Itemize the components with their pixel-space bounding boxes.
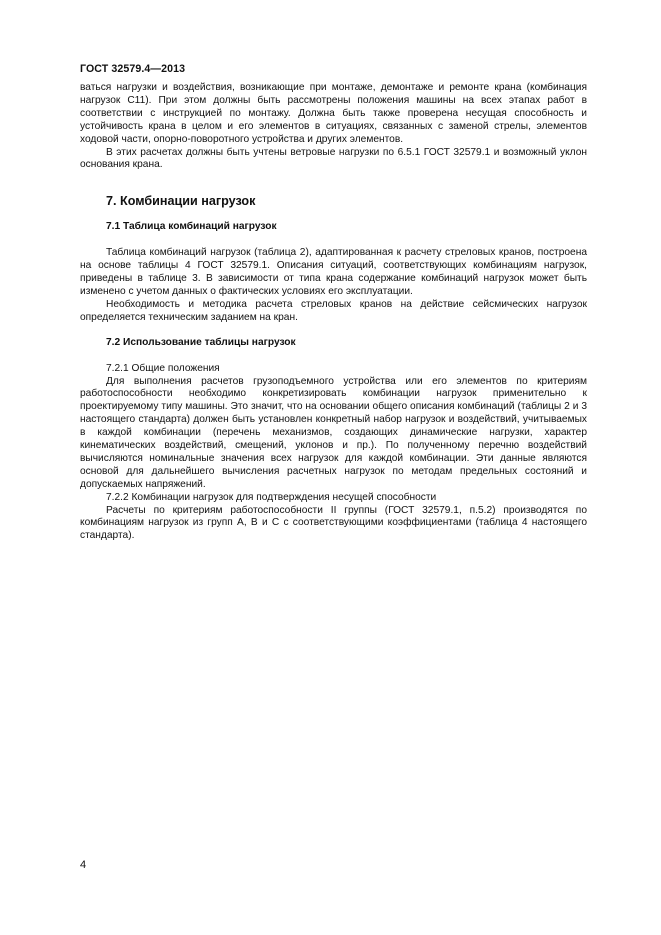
section-7-2-2-title: 7.2.2 Комбинации нагрузок для подтверждения несущей способности bbox=[106, 491, 437, 503]
section-7-1-paragraph-2: Необходимость и методика расчета стреловых кранов на действие сейсмических нагрузок определяется техническим заданием на кран. bbox=[80, 298, 587, 323]
intro-paragraph-1: ваться нагрузки и воздействия, возникающие при монтаже, демонтаже и ремонте крана (комбинация нагрузок С11). При этом должны быть рассмотрены положения машины на всех этапах работ в соответствии с инструкцией по монтажу. Должна быть также проверена несущая способность и устойчивость крана в целом и его элементов в ситуациях, связанных с заменой стрелы, элементов ходовой части, опорно-поворотного устройства и других элементов. bbox=[80, 82, 587, 145]
page-content bbox=[80, 82, 587, 543]
section-7-2-heading: 7.2 Использование таблицы нагрузок bbox=[106, 336, 296, 348]
section-7-2-2-paragraph: Расчеты по критериям работоспособности II группы (ГОСТ 32579.1, п.5.2) производятся по комбинациям нагрузок из групп А, В и С с соответствующими коэффициентами (таблица 4 настоящего стандарта). bbox=[80, 504, 587, 542]
intro-paragraph-2: В этих расчетах должны быть учтены ветровые нагрузки по 6.5.1 ГОСТ 32579.1 и возможный уклон основания крана. bbox=[80, 146, 587, 171]
document-code-header: ГОСТ 32579.4—2013 bbox=[80, 63, 186, 75]
section-7-heading: 7. Комбинации нагрузок bbox=[106, 194, 256, 209]
section-7-2-1-title: 7.2.1 Общие положения bbox=[106, 362, 220, 374]
section-7-1-heading: 7.1 Таблица комбинаций нагрузок bbox=[106, 221, 277, 233]
section-7-1-paragraph-1: Таблица комбинаций нагрузок (таблица 2), адаптированная к расчету стреловых кранов, построена на основе таблицы 4 ГОСТ 32579.1. Описания ситуаций, соответствующих комбинациям нагрузок, приведены в таблице 3. В зависимости от типа крана содержание комбинаций нагрузок может быть изменено с учетом данных о фактических условиях его эксплуатации. bbox=[80, 247, 587, 297]
page-number: 4 bbox=[80, 859, 87, 871]
section-7-2-1-paragraph: Для выполнения расчетов грузоподъемного устройства или его элементов по критериям работоспособности необходимо конкретизировать комбинации нагрузок применительно к проектируемому типу машины. Это значит, что на основании общего описания комбинаций (таблицы 2 и 3 настоящего стандарта) должен быть установлен конкретный набор нагрузок и воздействий, учитываемых в каждой комбинации (перечень механизмов, создающих динамические нагрузки, характер кинематических воздействий, смещений, уклонов и пр.). По полученному перечню воздействий вычисляются номинальные значения всех нагрузок для каждой комбинации. Эти данные являются основой для дальнейшего вычисления расчетных нагрузок по методам предельных состояний и допускаемых напряжений. bbox=[80, 375, 587, 490]
